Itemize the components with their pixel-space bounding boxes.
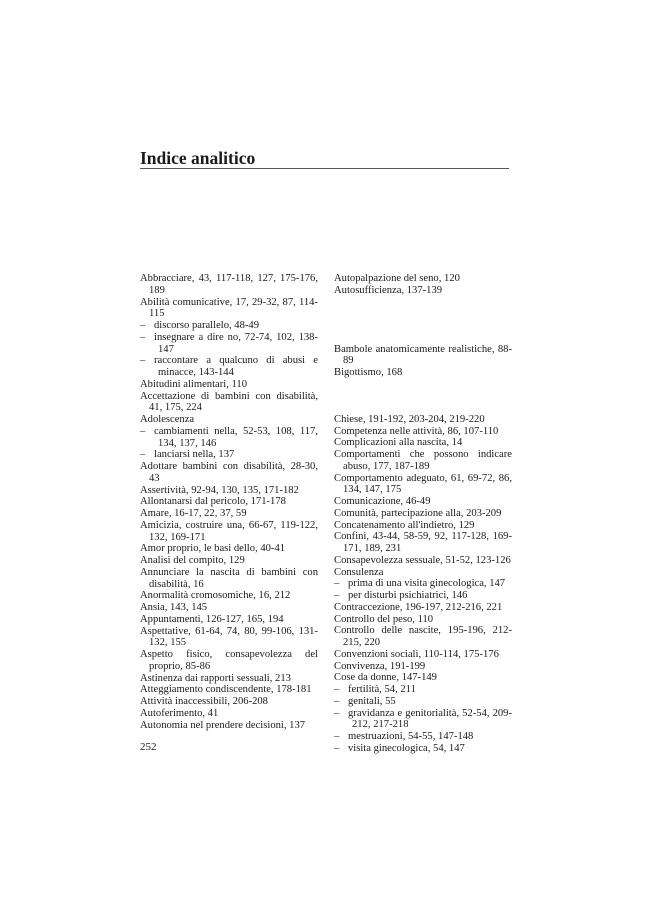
index-entry-text: Controllo delle nascite, 195-196, 212-215, 220 [334,625,512,648]
dash-glyph: – [334,684,340,695]
index-entry [140,567,318,591]
index-entry-text: mestruazioni, 54-55, 147-148 [348,731,474,742]
index-entry-text: Abbracciare, 43, 117-118, 127, 175-176, 189 [140,273,318,296]
index-entry-text: Convenzioni sociali, 110-114, 175-176 [334,648,499,660]
letter-gap [334,297,512,344]
index-entry [334,426,512,438]
index-entry [140,684,318,696]
title-rule [140,168,509,169]
index-subentry [334,731,512,743]
index-entry [140,391,318,415]
index-entry [334,614,512,626]
index-subentry [334,743,512,755]
index-entry [334,649,512,661]
dash-glyph: – [334,578,340,590]
index-entry-text: visita ginecologica, 54, 147 [348,742,465,754]
index-entry [140,520,318,544]
index-entry-text: Autopalpazione del seno, 120 [334,273,460,284]
index-entry-text: Bambole anatomicamente realistiche, 88-89 [334,343,512,367]
index-entry [140,602,318,614]
index-entry [334,414,512,426]
index-entry [334,672,512,684]
index-entry-text: Contraccezione, 196-197, 212-216, 221 [334,601,503,613]
index-entry-text: Annunciare la nascita di bambini con disabilità, 16 [140,566,318,590]
index-entry-text: Atteggiamento condiscendente, 178-181 [140,684,312,696]
dash-glyph: – [140,449,146,461]
index-entry [140,626,318,650]
index-column-right [334,273,512,755]
index-entry [140,414,318,426]
index-entry [334,602,512,614]
index-subentry [334,696,512,708]
index-entry-text: Comportamenti che possono indicare abuso, 177, 187-189 [334,449,512,472]
index-entry [334,344,512,368]
dash-glyph: – [140,320,146,331]
index-entry-text: Concatenamento all'indietro, 129 [334,519,475,531]
index-entry-text: Chiese, 191-192, 203-204, 219-220 [334,413,485,425]
index-entry-text: Ansia, 143, 145 [140,602,208,613]
index-entry-text: insegnare a dire no, 72-74, 102, 138-147 [154,331,318,355]
page-title: Indice analitico [140,148,256,168]
dash-glyph: – [334,742,340,754]
index-entry-text: Abilità comunicative, 17, 29-32, 87, 114-115 [140,296,318,320]
index-entry-text: Convivenza, 191-199 [334,660,426,672]
index-entry [140,273,318,297]
index-entry-text: Amor proprio, le basi dello, 40-41 [140,543,286,555]
index-entry-text: Bigottismo, 168 [334,367,403,378]
index-entry-text: prima di una visita ginecologica, 147 [348,578,506,590]
index-entry-text: Controllo del peso, 110 [334,613,434,625]
index-entry [334,285,512,297]
index-entry-text: Complicazioni alla nascita, 14 [334,437,463,449]
index-entry-text: Consapevolezza sessuale, 51-52, 123-126 [334,554,511,566]
index-entry-text: fertilità, 54, 211 [348,684,416,695]
index-entry-text: cambiamenti nella, 52-53, 108, 117, 134, 137, 146 [154,425,318,449]
index-entry-text: Allontanarsi dal pericolo, 171-178 [140,496,286,508]
index-entry-text: gravidanza e genitorialità, 52-54, 209-212, 217-218 [348,707,512,731]
dash-glyph: – [140,425,146,437]
index-entry [334,449,512,473]
index-entry [140,461,318,485]
index-entry-text: Assertività, 92-94, 130, 135, 171-182 [140,484,299,496]
index-entry [140,496,318,508]
index-entry-text: Adottare bambini con disabilità, 28-30, 43 [140,461,318,484]
index-entry-text: Confini, 43-44, 58-59, 92, 117-128, 169-171, 189, 231 [334,531,512,554]
index-entry-text: Competenza nelle attività, 86, 107-110 [334,425,499,437]
index-entry [334,531,512,555]
dash-glyph: – [334,707,340,719]
index-entry [334,437,512,449]
index-entry [140,696,318,708]
index-group-b [334,344,512,379]
index-entry-text: genitali, 55 [348,695,396,707]
index-entry [140,555,318,567]
index-entry-text: per disturbi psichiatrici, 146 [348,590,468,601]
index-subentry [334,708,512,732]
index-entry [140,379,318,391]
index-subentry [140,449,318,461]
index-entry-text: Abitudini alimentari, 110 [140,378,247,390]
dash-glyph: – [140,331,146,343]
letter-gap [334,379,512,414]
index-column-left [140,273,318,731]
index-entry [140,673,318,685]
index-entry [140,614,318,626]
index-entry [334,496,512,508]
index-entry [140,720,318,732]
index-group-a [334,273,512,297]
index-entry-text: Aspettative, 61-64, 74, 80, 99-106, 131-132, 155 [140,625,318,649]
index-entry [140,649,318,673]
index-entry-text: discorso parallelo, 48-49 [154,320,260,331]
index-group-c [334,414,512,755]
index-entry [334,567,512,579]
dash-glyph: – [334,590,340,601]
index-entry-text: Adolescenza [140,414,195,425]
page-number: 252 [140,741,157,753]
index-entry-text: Amare, 16-17, 22, 37, 59 [140,508,247,519]
index-entry-text: Accettazione di bambini con disabilità, 41, 175, 224 [140,390,318,414]
index-entry [334,367,512,379]
index-entry [334,555,512,567]
index-entry [140,297,318,321]
index-entry-text: Comunità, partecipazione alla, 203-209 [334,507,502,519]
index-entry-text: Cose da donne, 147-149 [334,672,437,684]
index-subentry [140,355,318,379]
index-entry [334,661,512,673]
index-subentry [334,684,512,696]
index-entry-text: Attività inaccessibili, 206-208 [140,696,268,707]
index-entry-text: lanciarsi nella, 137 [154,449,235,461]
index-entry-text: Consulenza [334,566,384,578]
index-subentry [140,320,318,332]
dash-glyph: – [334,695,340,707]
index-entry-text: Autoferimento, 41 [140,707,219,719]
index-entry [334,273,512,285]
index-entry [140,508,318,520]
index-entry-text: Astinenza dai rapporti sessuali, 213 [140,672,291,684]
index-entry [140,708,318,720]
index-entry-text: Appuntamenti, 126-127, 165, 194 [140,613,284,625]
index-entry [140,485,318,497]
index-entry-text: Comunicazione, 46-49 [334,496,431,507]
index-subentry [334,590,512,602]
index-entry-text: Anormalità cromosomiche, 16, 212 [140,590,291,602]
index-entry [334,473,512,497]
index-entry [334,508,512,520]
index-subentry [140,332,318,356]
dash-glyph: – [334,731,340,742]
dash-glyph: – [140,355,146,367]
index-entry [140,543,318,555]
index-entry-text: Autosufficienza, 137-139 [334,284,443,296]
index-entry [334,625,512,649]
index-entry [140,590,318,602]
index-entry-text: Analisi del compito, 129 [140,555,245,566]
index-entry-text: Comportamento adeguato, 61, 69-72, 86, 134, 147, 175 [334,472,512,496]
index-entry-text: raccontare a qualcuno di abusi e minacce, 143-144 [154,355,318,378]
index-entry-text: Amicizia, costruire una, 66-67, 119-122, 132, 169-171 [140,519,318,543]
index-entry [334,520,512,532]
index-subentry [140,426,318,450]
index-entry-text: Autonomia nel prendere decisioni, 137 [140,719,306,731]
index-entry-text: Aspetto fisico, consapevolezza del proprio, 85-86 [140,649,318,672]
index-subentry [334,578,512,590]
